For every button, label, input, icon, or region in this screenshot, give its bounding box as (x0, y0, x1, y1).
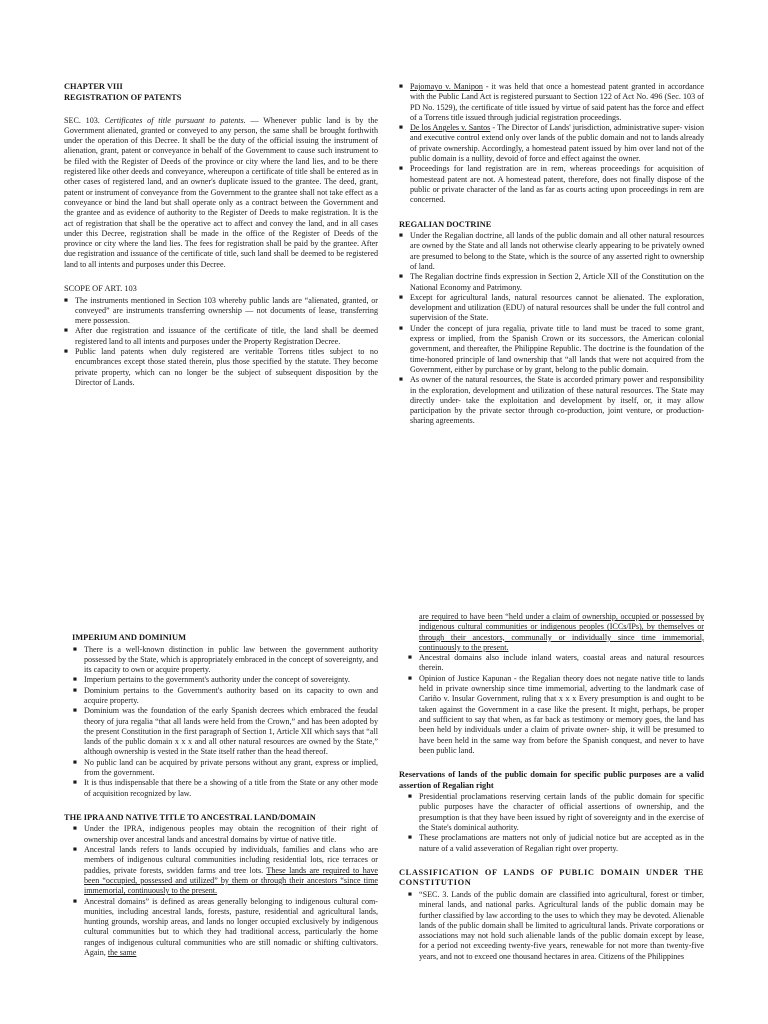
continued-bullet: ■ Opinion of Justice Kapunan - the Regalian theory does not negate native title to lands held in private ownership since time immemorial, adverting to the landmark case of Cariño v. Insular Government, ruling that x x x Every presumption is and ought to be taken against the Government in a case like the present. It might, perhaps, be proper and sufficient to say that when, as far back as testimony or memory goes, the land has been held by individuals under a claim of private owner- ship, it will be presumed to have been held in the same way from before the Spanish conquest, and never to have been public land. (399, 674, 704, 756)
reservations-bullet: ■ These proclamations are matters not only of judicial notice but are accepted as in the nature of a valid asseveration of Regalian right over property. (399, 833, 704, 854)
case-bullet (399, 82, 704, 123)
case-bullet-list (399, 82, 704, 206)
case-text: - The Director of Lands' jurisdiction, administrative super- vision and executive control extend only over lands of the public domain and not to lands already of private ownership. Accordingly, a homestead patent issued by him over land not of the public domain is a nullity, devoid of force and effect against the owner. (410, 123, 704, 164)
page1-left-column (64, 82, 378, 388)
imperium-bullet: ■ Dominium was the foundation of the early Spanish decrees which embraced the feudal theory of jura regalia “that all lands were held from the Crown,” and has been adopted by the present Constitution in the first paragraph of Section 1, Article XII which says that “all lands of the public domain x x x and all other natural resources are owned by the State,” although ownership is vested in the State itself rather than the head thereof. (64, 706, 378, 757)
ipra-heading: THE IPRA AND NATIVE TITLE TO ANCESTRAL LAND/DOMAIN (64, 812, 316, 822)
continued-underlined-text: are required to have been “held under a claim of ownership, occupied or possessed by indigenous cultural communities or indigenous peoples (ICCs/IPs), by themselves or through their ancestors, communally or individually since time immemorial, continuously to the present. (419, 612, 704, 652)
reservations-heading: Reservations of lands of the public domain for specific public purposes are a valid assertion of Regalian right (399, 770, 704, 790)
proceedings-bullet: ■ Proceedings for land registration are in rem, whereas proceedings for acquisition of homestead patent are not. A homestead patent, therefore, does not finally dispose of the public or private character of the land as far as courts acting upon proceedings in rem are concerned. (399, 164, 704, 205)
regalian-bullet: ■ As owner of the natural resources, the State is accorded primary power and responsibility in the exploration, development and utilization of these natural resources. The State may directly under- take the exploitation and development by itself, or, it may allow participation by the private sector through co-production, joint venture, or production-sharing agreements. (399, 375, 704, 426)
imperium-bullet: ■ Dominium pertains to the Government's authority based on its capacity to own and acquire property. (64, 686, 378, 707)
regalian-bullet-list (399, 231, 704, 427)
classification-bullet: ■ “SEC. 3. Lands of the public domain are classified into agricultural, forest or timber, mineral lands, and national parks. Agricultural lands of the public domain may be further classified by law according to the uses to which they may be devoted. Alienable lands of the public domain shall be limited to agricultural lands. Private corporations or associations may not hold such alienable lands of the public domain except by lease, for a period not exceeding twenty-five years, renewable for not more than twenty-five years, and not to exceed one thousand hectares in area. Citizens of the Philippines (399, 890, 704, 962)
classification-heading: CLASSIFICATION OF LANDS OF PUBLIC DOMAIN UNDER THE CONSTITUTION (399, 867, 704, 888)
classification-bullet-list (399, 890, 704, 962)
ipra-bullet (64, 845, 378, 896)
chapter-number: CHAPTER VIII (64, 82, 123, 91)
ipra-bullet (64, 897, 378, 959)
reservations-bullet-list (399, 792, 704, 854)
page2-left-column (64, 633, 378, 958)
scope-bullet-list (64, 296, 378, 389)
imperium-heading: IMPERIUM AND DOMINIUM (72, 633, 186, 642)
continued-bullet: ■ Ancestral domains also include inland waters, coastal areas and natural resources therein. (399, 653, 704, 674)
ipra-text: Ancestral domains” is defined as areas generally belonging to indigenous cultural com- munities, including ancestral lands, forests, pasture, residential and agricultural lands, hunting grounds, worship areas, and lands no longer occupied exclusively by indigenous cultural communities but to which they had traditional access, particularly the home ranges of indigenous cultural communities who are still nomadic or shifting cultivators. Again, (84, 896, 378, 958)
scope-bullet: ■ After due registration and issuance of the certificate of title, the land shall be deemed registered land to all intents and purposes under the Property Registration Decree. (64, 326, 378, 347)
case-bullet (399, 123, 704, 164)
reservations-bullet: ■ Presidential proclamations reserving certain lands of the public domain for specific public purposes have the character of official assertions of ownership, and the presumption is that they have been issued by right of sovereignty and in the exercise of the State's dominical authority. (399, 792, 704, 833)
section-103-body: — Whenever public land is by the Government alienated, granted or conveyed to any person, the same shall be brought forthwith under the operation of this Decree. It shall be the duty of the official issuing the instrument of alienation, grant, patent or conveyance in behalf of the Government to cause such instrument to be filed with the Register of Deeds of the province or city where the land lies, and to be there registered like other deeds and conveyance, whereupon a certificate of title shall be entered as in other cases of registered land, and an owner's duplicate issued to the grantee. The deed, grant, patent or instrument of conveyance from the Government to the grantee shall not take effect as a conveyance or bind the land but shall operate only as a contract between the Government and the grantee and as evidence of authority to the Register of Deeds to make registration. It is the act of registration that shall be the operative act to affect and convey the land, and in all cases under this Decree, registration shall be made in the office of the Register of Deeds of the province or city where the land lies. The fees for registration shall be paid by the grantee. After due registration and issuance of the certificate of title, such land shall be deemed to be registered land to all intents and purposes under this Decree. (64, 115, 379, 269)
chapter-title: REGISTRATION OF PATENTS (64, 92, 182, 102)
imperium-bullet-list (64, 645, 378, 799)
ipra-bullet-list (64, 824, 378, 958)
section-103-caption: Certificates of title pursuant to patents. (104, 115, 246, 125)
section-103-text (64, 116, 378, 270)
ipra-bullet: ■ Under the IPRA, indigenous peoples may obtain the recognition of their right of ownership over ancestral lands and ancestral domains by virtue of native title. (64, 824, 378, 845)
regalian-bullet: ■ Under the concept of jura regalia, private title to land must be traced to some grant, express or implied, from the Spanish Crown or its successors, the American colonial government, and thereafter, the Philippine Republic. The doctrine is the foundation of the time-honored principle of land ownership that “all lands that were not acquired from the Government, either by purchase or by grant, belong to the public domain. (399, 324, 704, 375)
page2-right-column (399, 612, 704, 962)
case-name: De los Angeles v. Santos (410, 123, 491, 133)
scope-bullet: ■ The instruments mentioned in Section 103 whereby public lands are “alienated, granted, or conveyed” are instruments transferring ownership — not documents of lease, transferring mere possession. (64, 296, 378, 327)
case-name: Pajomayo v. Manipon (410, 82, 483, 91)
imperium-bullet: ■ Imperium pertains to the government's authority under the concept of sovereignty. (64, 675, 378, 685)
case-text: - it was held that once a homestead patent granted in accordance with the Public Land Act is registered pursuant to Section 122 of Act No. 496 (Sec. 103 of PD No. 1529), the certificate of title issued by virtue of said patent has the force and effect of a Torrens title issued through judicial registration proceedings. (410, 82, 704, 122)
continued-bullet-list (399, 653, 704, 756)
ipra-underlined-text: These lands are required to have been “occupied, possessed and utilized” by them or through their ancestors “since time immemorial, continuously to the present. (84, 865, 378, 896)
regalian-heading: REGALIAN DOCTRINE (399, 219, 492, 229)
scope-heading: SCOPE OF ART. 103 (64, 284, 137, 294)
section-103-label: SEC. 103. (64, 115, 100, 125)
ipra-text: Ancestral lands refers to lands occupied by individuals, families and clans who are members of indigenous cultural communities including residential lots, rice terraces or paddies, private forests, swidden farms and tree lots. (84, 845, 378, 875)
ipra-underlined-text: the same (107, 948, 137, 958)
imperium-bullet: ■ It is thus indispensable that there be a showing of a title from the State or any other mode of acquisition recognized by law. (64, 778, 378, 799)
regalian-bullet: ■ The Regalian doctrine finds expression in Section 2, Article XII of the Constitution on the National Economy and Patrimony. (399, 272, 704, 293)
regalian-bullet: ■ Under the Regalian doctrine, all lands of the public domain and all other natural resources are owned by the State and all lands not otherwise clearly appearing to be privately owned are presumed to belong to the State, which is the source of any asserted right to ownership of land. (399, 231, 704, 272)
regalian-bullet: ■ Except for agricultural lands, natural resources cannot be alienated. The exploration, development and utilization (EDU) of natural resources shall be under the full control and supervision of the State. (399, 293, 704, 324)
page1-right-column (399, 82, 704, 427)
imperium-bullet: ■ There is a well-known distinction in public law between the government authority possessed by the State, which is appropriately embraced in the concept of sovereignty, and its capacity to own or acquire property. (64, 645, 378, 676)
scope-bullet: ■ Public land patents when duly registered are veritable Torrens titles subject to no encumbrances except those stated therein, plus those specified by the statute. They become private property, which can no longer be the subject of subsequent disposition by the Director of Lands. (64, 347, 378, 388)
imperium-bullet: ■ No public land can be acquired by private persons without any grant, express or implied, from the government. (64, 758, 378, 779)
